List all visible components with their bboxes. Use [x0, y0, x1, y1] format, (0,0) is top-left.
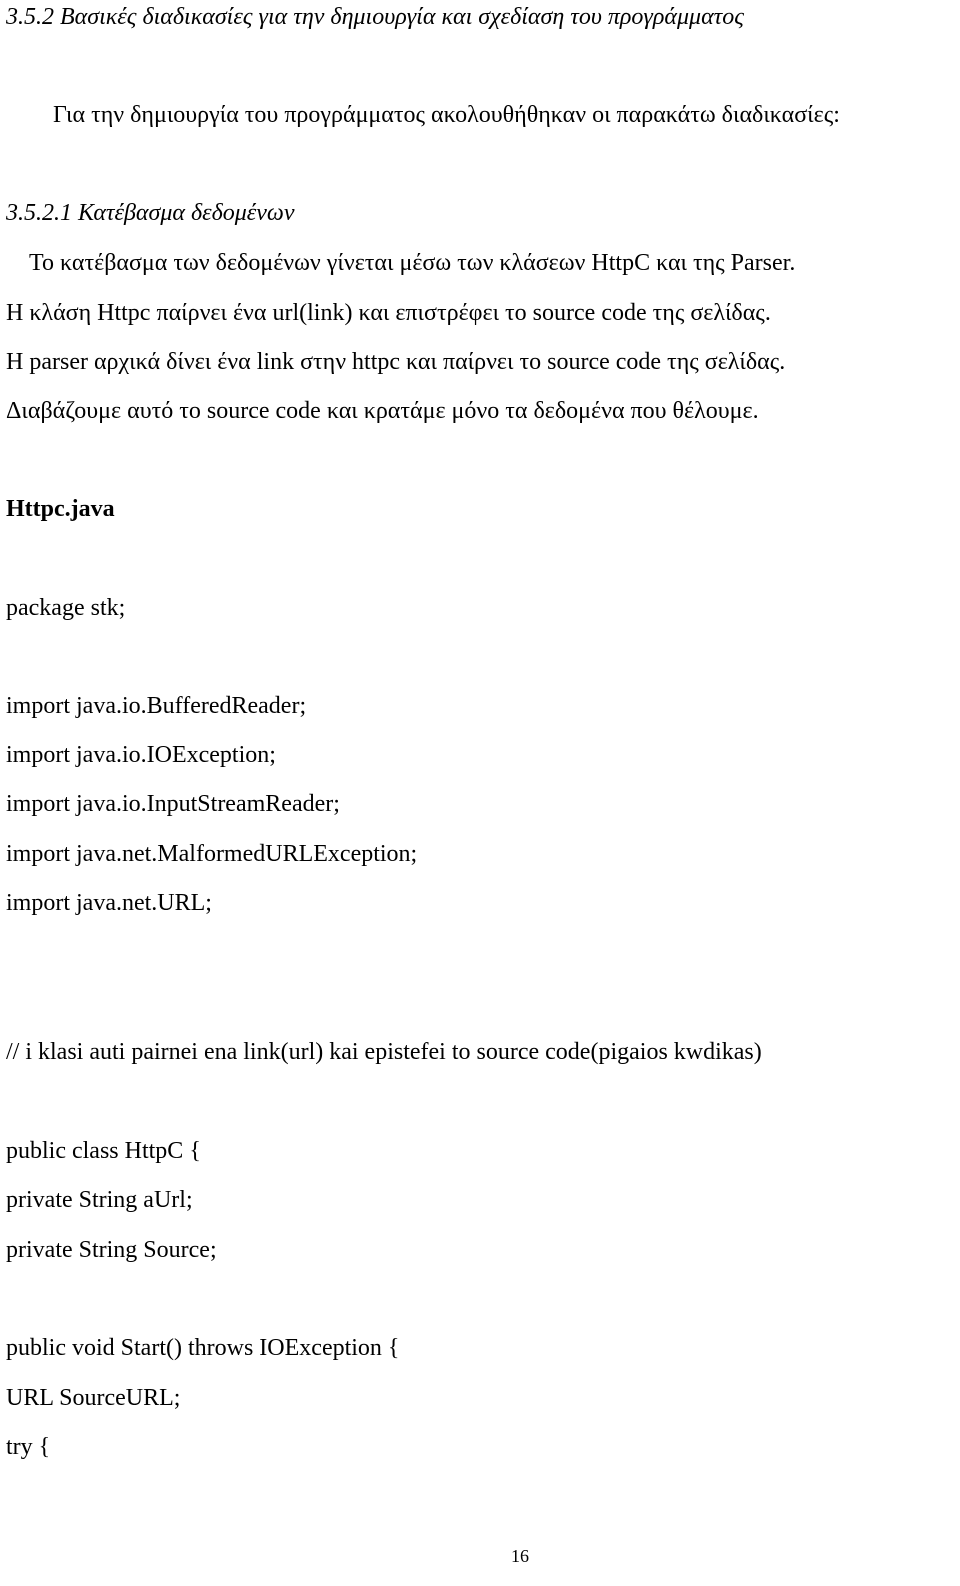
- section-heading: 3.5.2 Βασικές διαδικασίες για την δημιουργία και σχεδίαση του προγράμματος: [6, 4, 744, 30]
- paragraph-line: Το κατέβασμα των δεδομένων γίνεται μέσω των κλάσεων HttpC και της Parser.: [29, 250, 796, 276]
- code-class-line: public class HttpC {: [6, 1138, 201, 1164]
- code-method-line: URL SourceURL;: [6, 1385, 181, 1411]
- code-import-line: import java.io.InputStreamReader;: [6, 791, 340, 817]
- code-comment-line: // i klasi auti pairnei ena link(url) kai epistefei to source code(pigaios kwdikas): [6, 1039, 762, 1065]
- code-package-line: package stk;: [6, 595, 126, 621]
- code-class-line: private String aUrl;: [6, 1187, 193, 1213]
- code-method-line: try {: [6, 1434, 51, 1460]
- code-import-line: import java.net.URL;: [6, 890, 212, 916]
- paragraph-line: H κλάση Httpc παίρνει ένα url(link) και επιστρέφει το source code της σελίδας.: [6, 300, 771, 326]
- file-title: Httpc.java: [6, 496, 115, 522]
- page-number: 16: [511, 1546, 529, 1566]
- paragraph-line: H parser αρχικά δίνει ένα link στην httpc και παίρνει το source code της σελίδας.: [6, 349, 786, 375]
- intro-paragraph: Για την δημιουργία του προγράμματος ακολουθήθηκαν οι παρακάτω διαδικασίες:: [53, 102, 840, 128]
- code-import-line: import java.io.IOException;: [6, 742, 276, 768]
- code-import-line: import java.io.BufferedReader;: [6, 693, 307, 719]
- code-class-line: private String Source;: [6, 1237, 217, 1263]
- code-import-line: import java.net.MalformedURLException;: [6, 841, 418, 867]
- code-method-line: public void Start() throws IOException {: [6, 1335, 400, 1361]
- subsection-heading: 3.5.2.1 Κατέβασμα δεδομένων: [6, 200, 295, 226]
- paragraph-line: Διαβάζουμε αυτό το source code και κρατάμε μόνο τα δεδομένα που θέλουμε.: [6, 398, 759, 424]
